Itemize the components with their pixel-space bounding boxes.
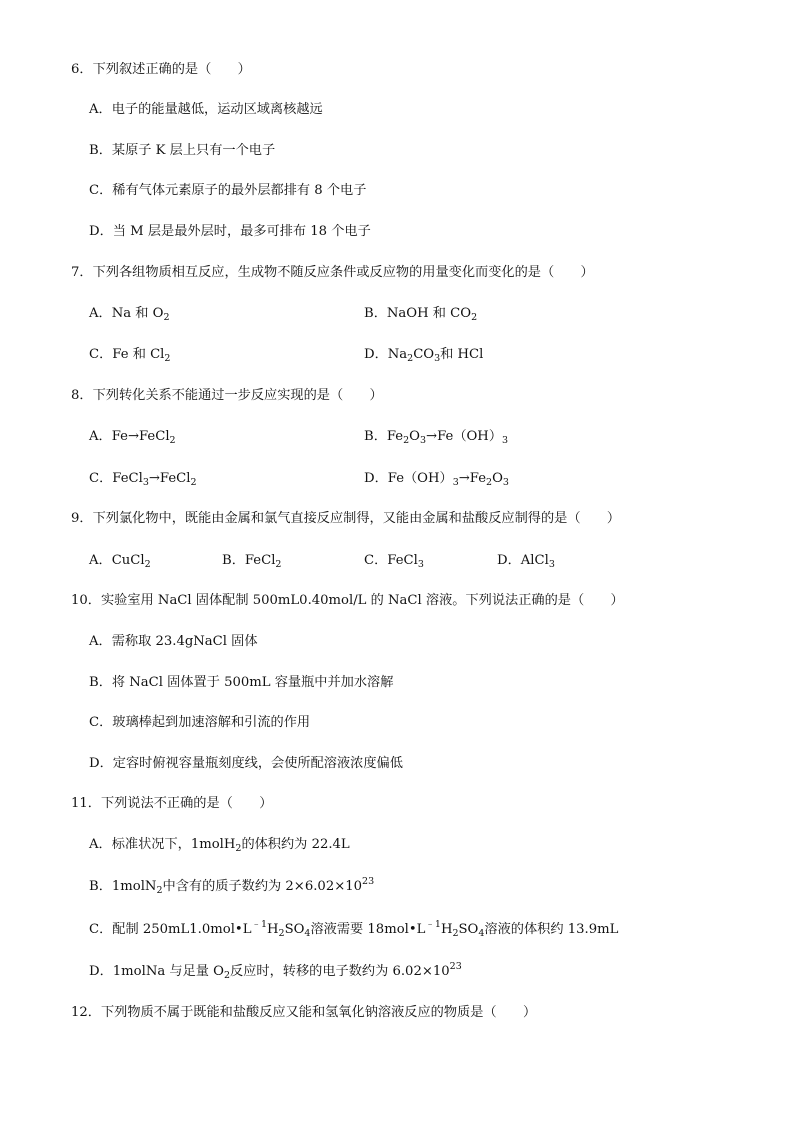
question-6-option-b: B．某原子 K 层上只有一个电子 xyxy=(89,143,276,158)
question-8-option-d: D．$Fe(OH)_3\to Fe_2O_3$ xyxy=(364,471,509,488)
question-8-option-b: B．$Fe_2O_3\to Fe(OH)_3$ xyxy=(364,429,509,446)
question-9-option-c: C．FeCl$_3$ xyxy=(364,553,424,570)
question-11-option-b: B．1molN$_2$中含有的质子数约为 $2\times 6.02\times 10^{23}$ xyxy=(89,876,375,896)
question-9-stem: 9．下列氯化物中，既能由金属和氯气直接反应制得，又能由金属和盐酸反应制得的是（ ） xyxy=(71,511,621,526)
question-7-option-b: B．NaOH 和 $CO_2$ xyxy=(364,306,478,323)
question-9-option-d: D．AlCl$_3$ xyxy=(497,553,555,570)
question-6-option-c: C．稀有气体元素原子的最外层都排有 8 个电子 xyxy=(89,183,367,198)
question-11-option-c: C．配制 $250mL1.0mol•L^{﹣1}H_2SO_4$溶液需要 $18mol•L^{﹣1}H_2SO_4$溶液的体积约 13.9mL xyxy=(89,919,619,939)
question-10-option-b: B．将 NaCl 固体置于 500mL 容量瓶中并加水溶解 xyxy=(89,675,394,690)
question-10-option-a: A．需称取 23.4gNaCl 固体 xyxy=(89,634,258,649)
question-11-option-d: D．1molNa 与足量 $O_2$反应时，转移的电子数约为 $6.02\times 10^{23}$ xyxy=(89,961,462,981)
question-10-option-d: D．定容时俯视容量瓶刻度线，会使所配溶液浓度偏低 xyxy=(89,756,403,771)
question-9-option-a: A．CuCl$_2$ xyxy=(89,553,151,570)
question-7-stem: 7．下列各组物质相互反应，生成物不随反应条件或反应物的用量变化而变化的是（ ） xyxy=(71,265,594,280)
question-7-option-c: C．Fe 和 $Cl_2$ xyxy=(89,347,171,364)
question-8-option-a: A．Fe→FeCl$_2$ xyxy=(89,429,176,446)
question-7-option-a: A．Na 和 $O_2$ xyxy=(89,306,170,323)
question-11-stem: 11．下列说法不正确的是（ ） xyxy=(71,796,273,811)
question-9-option-b: B．FeCl$_2$ xyxy=(222,553,282,570)
question-6-stem: 6．下列叙述正确的是（ ） xyxy=(71,62,251,77)
question-8-stem: 8．下列转化关系不能通过一步反应实现的是（ ） xyxy=(71,388,383,403)
question-10-option-c: C．玻璃棒起到加速溶解和引流的作用 xyxy=(89,715,311,730)
question-12-stem: 12．下列物质不属于既能和盐酸反应又能和氢氧化钠溶液反应的物质是（ ） xyxy=(71,1005,537,1020)
question-10-stem: 10．实验室用 NaCl 固体配制 500mL0.40mol/L 的 NaCl 溶液。下列说法正确的是（ ） xyxy=(71,593,624,608)
question-6-option-a: A．电子的能量越低，运动区域离核越远 xyxy=(89,102,323,117)
question-7-option-d: D．$Na_2CO_3$和 HCl xyxy=(364,347,484,364)
question-6-option-d: D．当 M 层是最外层时，最多可排布 18 个电子 xyxy=(89,224,371,239)
question-8-option-c: C．FeCl$_3$→FeCl$_2$ xyxy=(89,471,197,488)
question-11-option-a: A．标准状况下，1molH$_2$的体积约为 22.4L xyxy=(89,837,350,854)
